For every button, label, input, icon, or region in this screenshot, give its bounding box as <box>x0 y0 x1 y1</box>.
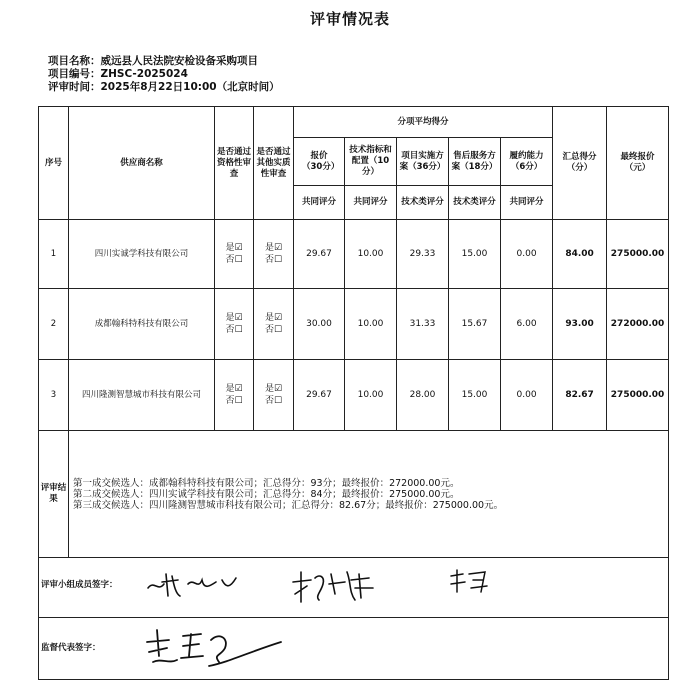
header-impl: 项目实施方案（36分） <box>397 138 449 186</box>
sub-service: 技术类评分 <box>449 186 501 220</box>
signature-3 <box>447 566 497 600</box>
row-price: 29.67 <box>294 220 345 289</box>
row-seq: 2 <box>39 289 69 360</box>
row-supplier: 成都翰科特科技有限公司 <box>69 289 215 360</box>
compliance-check: 是☑ 否☐ <box>264 313 283 335</box>
row-service: 15.00 <box>449 220 501 289</box>
row-impl: 31.33 <box>397 289 449 360</box>
result-row <box>39 431 669 558</box>
qualification-check: 是☑ 否☐ <box>225 313 243 335</box>
header-supplier: 供应商名称 <box>69 107 215 220</box>
row-final-price: 275000.00 <box>607 220 669 289</box>
sub-impl: 技术类评分 <box>397 186 449 220</box>
row-service: 15.00 <box>449 360 501 431</box>
panel-signature-row <box>39 558 669 618</box>
header-service: 售后服务方案（18分） <box>449 138 501 186</box>
row-impl: 29.33 <box>397 220 449 289</box>
row-price: 30.00 <box>294 289 345 360</box>
row-seq: 3 <box>39 360 69 431</box>
supervisor-signature-row <box>39 618 669 680</box>
table-row <box>39 220 669 289</box>
row-performance: 6.00 <box>501 289 553 360</box>
result-label: 评审结果 <box>39 431 69 558</box>
result-line-3: 第三成交候选人：四川隆测智慧城市科技有限公司；汇总得分：82.67分；最终报价：275000.00元。 <box>73 499 504 511</box>
row-service: 15.67 <box>449 289 501 360</box>
table-row <box>39 360 669 431</box>
row-tech: 10.00 <box>345 360 397 431</box>
row-total: 84.00 <box>553 220 607 289</box>
row-price: 29.67 <box>294 360 345 431</box>
supervisor-signature-label: 监督代表签字： <box>41 643 101 653</box>
compliance-check: 是☑ 否☐ <box>264 243 283 265</box>
row-total: 93.00 <box>553 289 607 360</box>
qualification-check: 是☑ 否☐ <box>225 384 243 406</box>
header-final-price: 最终报价（元） <box>607 107 669 220</box>
signature-1 <box>144 566 254 604</box>
result-line-1: 第一成交候选人：成都翰科特科技有限公司；汇总得分：93分；最终报价：272000.00元。 <box>73 477 460 489</box>
header-price: 报价（30分） <box>294 138 345 186</box>
result-lines <box>69 431 669 558</box>
row-tech: 10.00 <box>345 289 397 360</box>
project-number: 项目编号：ZHSC-2025024 <box>48 68 188 80</box>
supervisor-signature <box>139 622 289 674</box>
row-supplier: 四川实诚学科技有限公司 <box>69 220 215 289</box>
row-tech: 10.00 <box>345 220 397 289</box>
row-supplier: 四川隆测智慧城市科技有限公司 <box>69 360 215 431</box>
project-name: 项目名称：威远县人民法院安检设备采购项目 <box>48 55 258 67</box>
qualification-check: 是☑ 否☐ <box>225 243 243 265</box>
sub-price: 共同评分 <box>294 186 345 220</box>
header-total: 汇总得分（分） <box>553 107 607 220</box>
header-tech: 技术指标和配置（10分） <box>345 138 397 186</box>
review-table <box>38 106 669 680</box>
signature-2 <box>289 564 389 608</box>
compliance-check: 是☑ 否☐ <box>264 384 283 406</box>
sub-tech: 共同评分 <box>345 186 397 220</box>
header-average-scores: 分项平均得分 <box>294 107 553 138</box>
row-final-price: 272000.00 <box>607 289 669 360</box>
panel-signature-label: 评审小组成员签字： <box>41 580 118 590</box>
row-performance: 0.00 <box>501 360 553 431</box>
sub-performance: 共同评分 <box>501 186 553 220</box>
row-performance: 0.00 <box>501 220 553 289</box>
row-final-price: 275000.00 <box>607 360 669 431</box>
header-qualification: 是否通过资格性审查 <box>215 107 254 220</box>
header-compliance: 是否通过其他实质性审查 <box>254 107 294 220</box>
header-performance: 履约能力（6分） <box>501 138 553 186</box>
page-title: 评审情况表 <box>309 10 390 28</box>
result-line-2: 第二成交候选人：四川实诚学科技有限公司；汇总得分：84分；最终报价：275000.00元。 <box>73 488 460 500</box>
row-seq: 1 <box>39 220 69 289</box>
header-seq: 序号 <box>39 107 69 220</box>
row-total: 82.67 <box>553 360 607 431</box>
table-row <box>39 289 669 360</box>
row-impl: 28.00 <box>397 360 449 431</box>
review-time: 评审时间：2025年8月22日10:00（北京时间） <box>48 81 280 93</box>
